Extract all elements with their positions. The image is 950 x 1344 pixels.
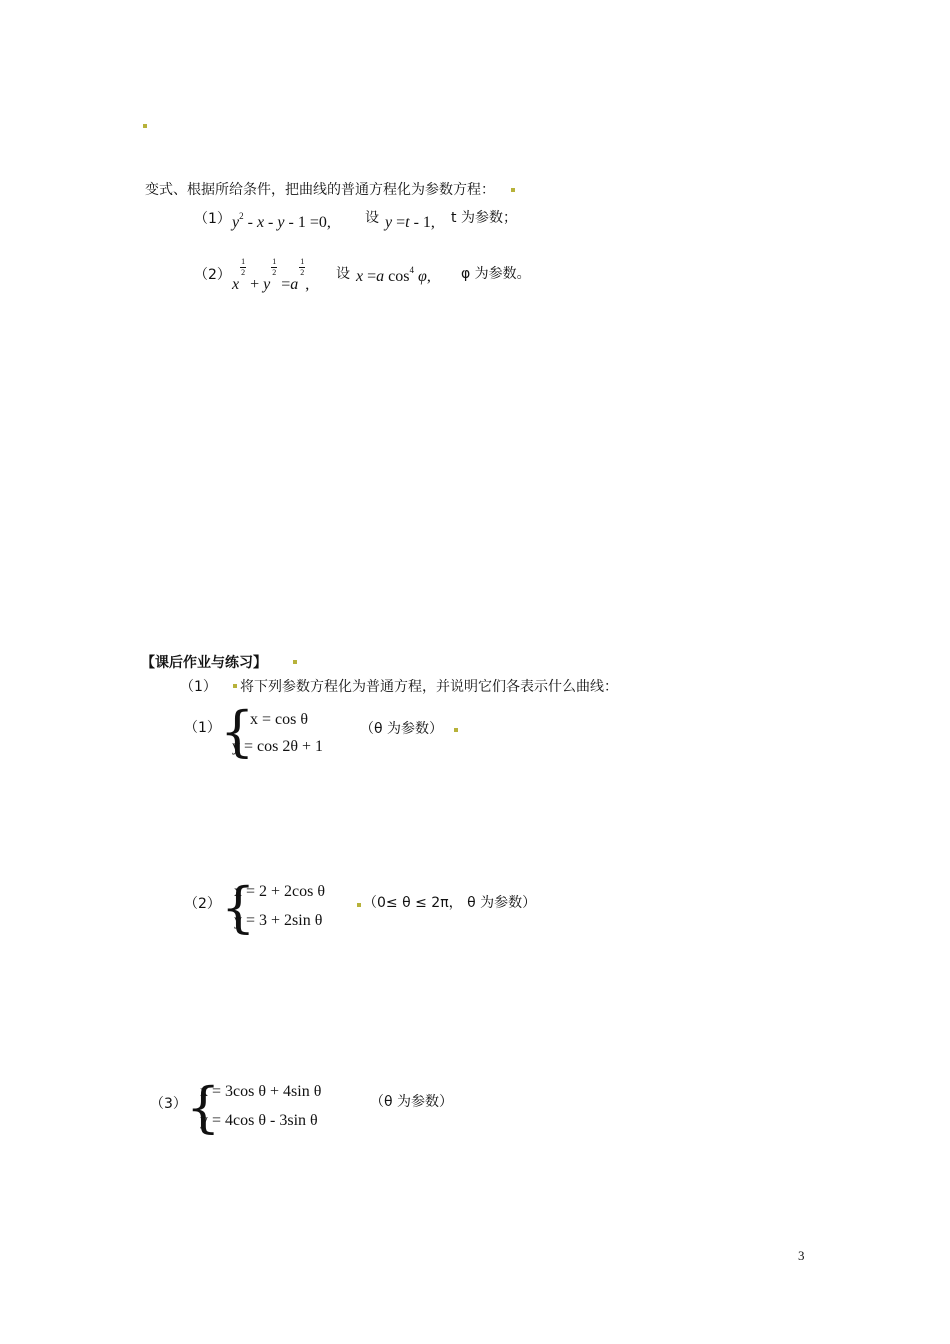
problem-2-line2: y = 3 + 2sin θ [234, 912, 323, 929]
problem-3-note: （θ 为参数） [370, 1094, 454, 1110]
marker-dot [454, 728, 458, 732]
variant-item1-equation: $y^2 - x - y - 1 =0$, [232, 211, 331, 231]
marker-dot [511, 188, 515, 192]
problem-3-num: （3） [150, 1096, 187, 1112]
problem-1-num: （1） [184, 720, 221, 736]
problem-2-brace: { [221, 876, 256, 939]
marker-dot [233, 684, 237, 688]
variant-item1-param: t 为参数； [451, 210, 517, 226]
marker-dot [293, 660, 297, 664]
variant-item2-num: （2） [194, 267, 231, 283]
marker-dot [357, 903, 361, 907]
problem-3-brace: { [186, 1076, 221, 1139]
variant-item2-equation: x $\frac{1}{2}$ + y $\frac{1}{2}$ =a $\frac{1}{2}$ , [232, 257, 310, 293]
problem-2-line1: x = 2 + 2cos θ [234, 883, 326, 900]
homework-intro-text: 将下列参数方程化为普通方程，并说明它们各表示什么曲线： [240, 679, 618, 695]
problem-1-line1: x = cos θ [250, 711, 309, 728]
problem-1-line2: y = cos 2θ + 1 [232, 738, 324, 755]
variant-item1-sub-equation: y =t - 1, [385, 214, 435, 231]
variant-item2-sub-label: 设 [336, 266, 350, 282]
variant-item1-num: （1） [194, 211, 231, 227]
homework-intro-num: （1） [180, 679, 217, 695]
variant-heading: 变式、根据所给条件，把曲线的普通方程化为参数方程： [145, 182, 495, 198]
problem-2-note: （0≤ θ ≤ 2π， θ 为参数） [363, 895, 537, 911]
variant-item1-sub-label: 设 [365, 210, 379, 226]
page-number: 3 [798, 1248, 805, 1263]
variant-item2-sub-equation: x =a $\cos^4 \varphi$, [356, 265, 431, 285]
variant-item2-param: φ 为参数。 [461, 266, 531, 282]
problem-1-note: （θ 为参数） [360, 721, 444, 737]
homework-heading: 【课后作业与练习】 [141, 655, 267, 671]
problem-1-brace: { [220, 700, 255, 763]
marker-dot [143, 124, 147, 128]
problem-3-line1: x = 3cos θ + 4sin θ [200, 1083, 322, 1100]
problem-3-line2: y = 4cos θ - 3sin θ [200, 1112, 318, 1129]
problem-2-num: （2） [184, 896, 221, 912]
